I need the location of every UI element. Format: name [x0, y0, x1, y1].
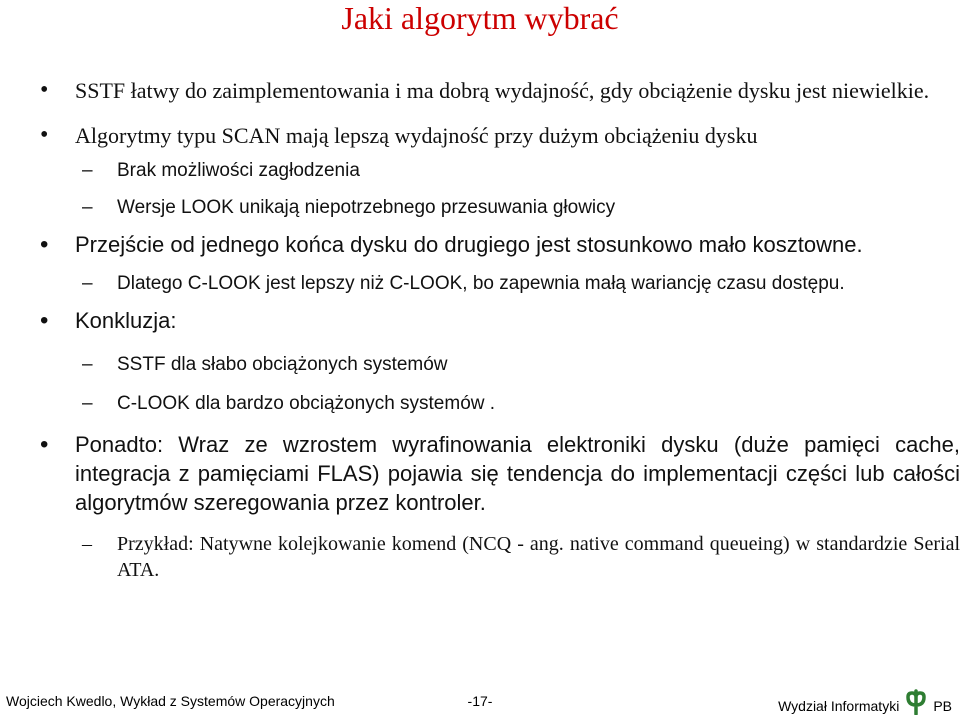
bullet-icon: • [40, 231, 49, 258]
bullet-item [40, 121, 960, 150]
slide-footer [0, 690, 960, 712]
bullet-icon: • [40, 122, 49, 148]
slide-title: Jaki algorytm wybrać [341, 0, 619, 36]
footer-author: Wojciech Kwedlo, Wykład z Systemów Operacyjnych [6, 693, 335, 709]
sub-bullet-text: C-LOOK dla bardzo obciążonych systemów . [117, 393, 496, 414]
bullet-text: Konkluzja: [75, 308, 177, 333]
bullet-item [40, 430, 960, 517]
footer-institution [778, 693, 952, 719]
bullet-icon: • [40, 77, 49, 103]
institution-name: Wydział Informatyki [778, 698, 900, 714]
bullet-item [40, 230, 960, 259]
sub-bullet-item [40, 158, 960, 184]
slide-content [40, 70, 960, 583]
bullet-icon: • [40, 307, 49, 334]
sub-bullet-item [40, 195, 960, 221]
bullet-text: Ponadto: Wraz ze wzrostem wyrafinowania elektroniki dysku (duże pamięci cache, integracja z pamięciami FLAS) pojawia się tendencja do implementacji części lub całości algorytmów szeregowania przez kontroler. [75, 432, 960, 515]
sub-bullet-item [40, 271, 960, 297]
page-number: -17- [467, 693, 493, 709]
bullet-item [40, 306, 960, 335]
sub-bullet-text: Brak możliwości zagłodzenia [117, 160, 360, 181]
dash-icon: – [82, 273, 93, 294]
bullet-text: Algorytmy typu SCAN mają lepszą wydajność przy dużym obciążeniu dysku [75, 123, 758, 148]
dash-icon: – [82, 393, 93, 414]
sub-bullet-text: Dlatego C-LOOK jest lepszy niż C-LOOK, bo zapewnia małą wariancję czasu dostępu. [117, 273, 845, 294]
sub-bullet-item [40, 352, 960, 378]
bullet-text: SSTF łatwy do zaimplementowania i ma dobrą wydajność, gdy obciążenie dysku jest niewielkie. [75, 78, 930, 103]
bullet-item [40, 76, 960, 105]
pb-logo-icon [903, 689, 929, 715]
sub-bullet-item [40, 391, 960, 417]
sub-bullet-text: Wersje LOOK unikają niepotrzebnego przesuwania głowicy [117, 197, 616, 218]
bullet-icon: • [40, 431, 49, 458]
dash-icon: – [82, 354, 93, 375]
dash-icon: – [82, 197, 93, 218]
sub-bullet-text: SSTF dla słabo obciążonych systemów [117, 354, 448, 375]
institution-suffix: PB [933, 698, 952, 714]
sub-bullet-item [40, 531, 960, 583]
sub-bullet-text: Przykład: Natywne kolejkowanie komend (NCQ - ang. native command queueing) w standardzie Serial ATA. [117, 533, 960, 581]
dash-icon: – [82, 160, 93, 181]
bullet-text: Przejście od jednego końca dysku do drugiego jest stosunkowo mało kosztowne. [75, 232, 863, 257]
dash-icon: – [82, 533, 92, 555]
